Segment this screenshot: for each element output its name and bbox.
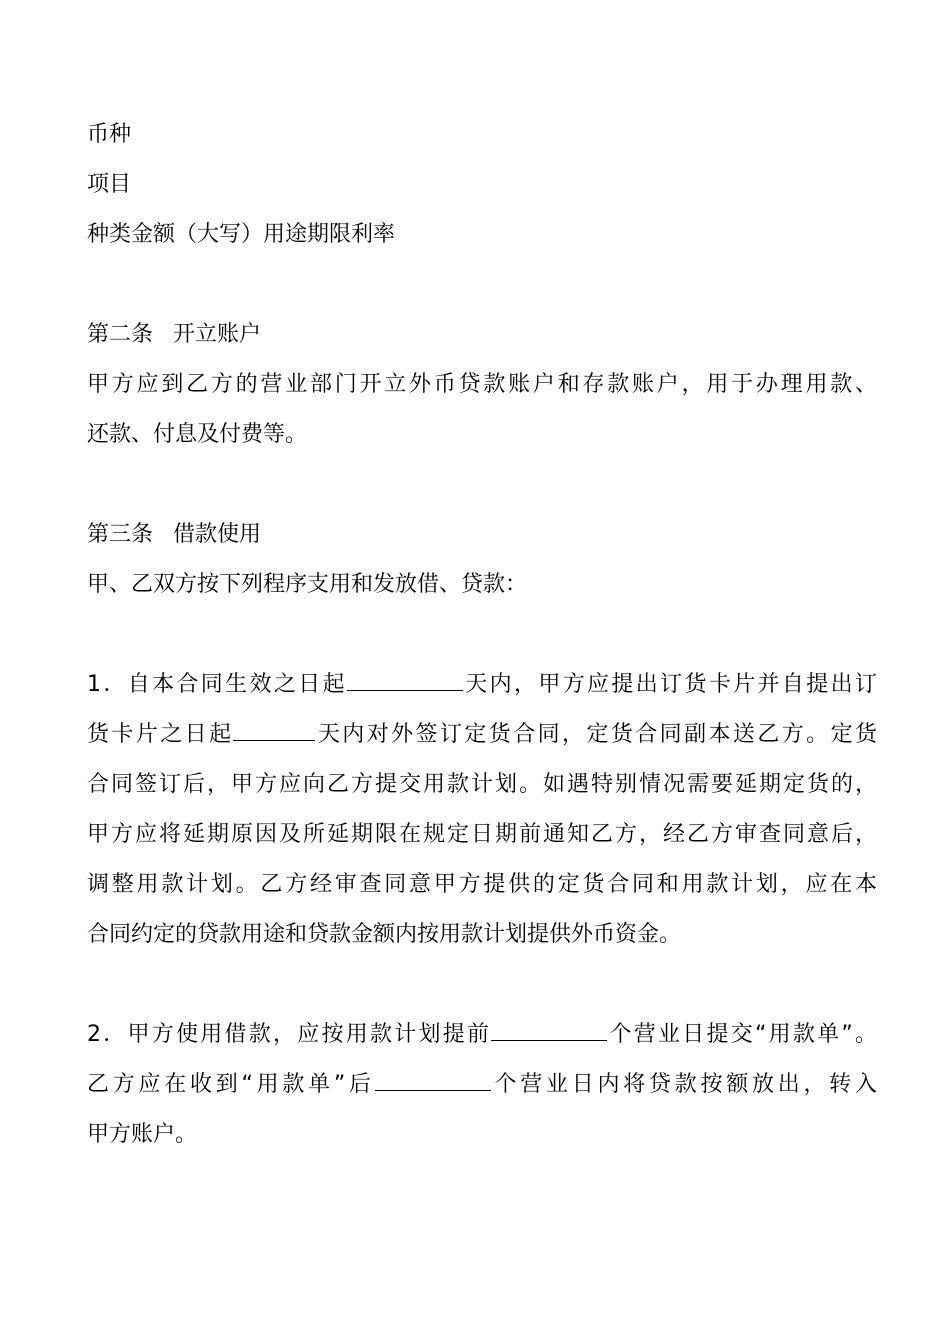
clause1-line1-text-b: 天内，甲方应提出订货卡片并自提出订 (462, 672, 877, 697)
article3-number: 第三条 (87, 522, 154, 547)
business-days-blank-2 (375, 1060, 491, 1091)
table-columns-line: 种类金额（大写）用途期限利率 (87, 222, 396, 247)
business-days-blank-1 (491, 1010, 607, 1041)
clause1-line2-text-a: 货卡片之日起 (87, 722, 234, 747)
clause1-line1 (87, 660, 877, 710)
clause1-line2 (87, 710, 877, 760)
article2-number: 第二条 (87, 322, 154, 347)
currency-label: 币种 (87, 122, 132, 147)
clause2-line1 (87, 1010, 877, 1060)
article3-heading (87, 510, 261, 560)
clause2-line1-text-b: 个营业日提交“用款单”。 (607, 1022, 878, 1047)
article2-heading (87, 310, 261, 360)
clause1-line3: 合同签订后，甲方应向乙方提交用款计划。如遇特别情况需要延期定货的， (87, 772, 877, 797)
clause1-line4: 甲方应将延期原因及所延期限在规定日期前通知乙方，经乙方审查同意后， (87, 822, 877, 847)
clause1-line1-text-a: 1．自本合同生效之日起 (87, 672, 347, 697)
clause2-line2 (87, 1060, 877, 1110)
clause2-line1-text-a: 2．甲方使用借款，应按用款计划提前 (87, 1022, 492, 1047)
article2-paragraph-line2: 还款、付息及付费等。 (87, 422, 308, 447)
days-blank-2 (233, 710, 315, 741)
days-blank-1 (347, 660, 463, 691)
article2-title: 开立账户 (173, 322, 262, 347)
clause1-line2-text-b: 天内对外签订定货合同，定货合同副本送乙方。定货 (315, 722, 877, 747)
clause1-line5: 调整用款计划。乙方经审查同意甲方提供的定货合同和用款计划，应在本 (87, 872, 877, 897)
article3-intro: 甲、乙双方按下列程序支用和发放借、贷款： (87, 572, 528, 597)
article3-title: 借款使用 (173, 522, 262, 547)
clause2-line3: 甲方账户。 (87, 1122, 198, 1147)
clause2-line2-text-a: 乙方应在收到“用款单”后 (87, 1072, 375, 1097)
article2-paragraph-line1: 甲方应到乙方的营业部门开立外币贷款账户和存款账户，用于办理用款、 (87, 372, 877, 397)
item-label: 项目 (87, 172, 132, 197)
clause2-line2-text-b: 个营业日内将贷款按额放出，转入 (490, 1072, 877, 1097)
clause1-line6: 合同约定的贷款用途和贷款金额内按用款计划提供外币资金。 (87, 922, 682, 947)
